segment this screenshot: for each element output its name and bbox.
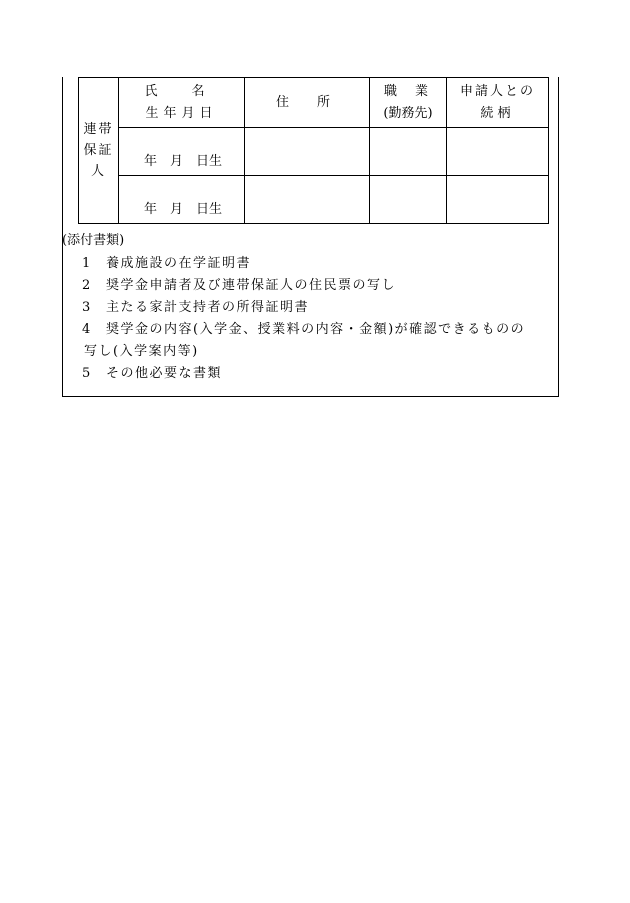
header-dob: 生年月日 [145, 105, 218, 121]
header-occupation [370, 78, 447, 128]
header-workplace: (勤務先) [383, 105, 433, 121]
list-item: 2 奨学金申請者及び連帯保証人の住民票の写し [82, 278, 397, 293]
list-item: 1 養成施設の在学証明書 [82, 256, 252, 271]
address-cell[interactable] [245, 128, 370, 176]
guarantor-table [78, 77, 549, 224]
header-address: 住所 [245, 78, 370, 128]
table-row [79, 176, 549, 224]
list-item: 4 奨学金の内容(入学金、授業料の内容・金額)が確認できるものの 写し(入学案内等) [82, 322, 526, 359]
occupation-cell[interactable] [370, 176, 447, 224]
header-name: 氏名 [144, 83, 239, 99]
address-cell[interactable] [245, 176, 370, 224]
table-row [79, 128, 549, 176]
header-occupation-label: 職業 [384, 83, 447, 99]
relation-cell[interactable] [447, 128, 549, 176]
attachments-list [62, 253, 562, 385]
dob-cell[interactable]: 年 月 日生 [119, 128, 245, 176]
list-item: 3 主たる家計支持者の所得証明書 [82, 300, 310, 315]
header-name-dob [119, 78, 245, 128]
guarantor-label: 連帯 保証 人 [79, 78, 119, 224]
dob-cell[interactable]: 年 月 日生 [119, 176, 245, 224]
relation-cell[interactable] [447, 176, 549, 224]
attachments-title: (添付書類) [62, 233, 125, 248]
list-item: 5 その他必要な書類 [82, 366, 223, 381]
header-relation: 申請人との 続柄 [447, 78, 549, 128]
occupation-cell[interactable] [370, 128, 447, 176]
table-header-row [79, 78, 549, 128]
